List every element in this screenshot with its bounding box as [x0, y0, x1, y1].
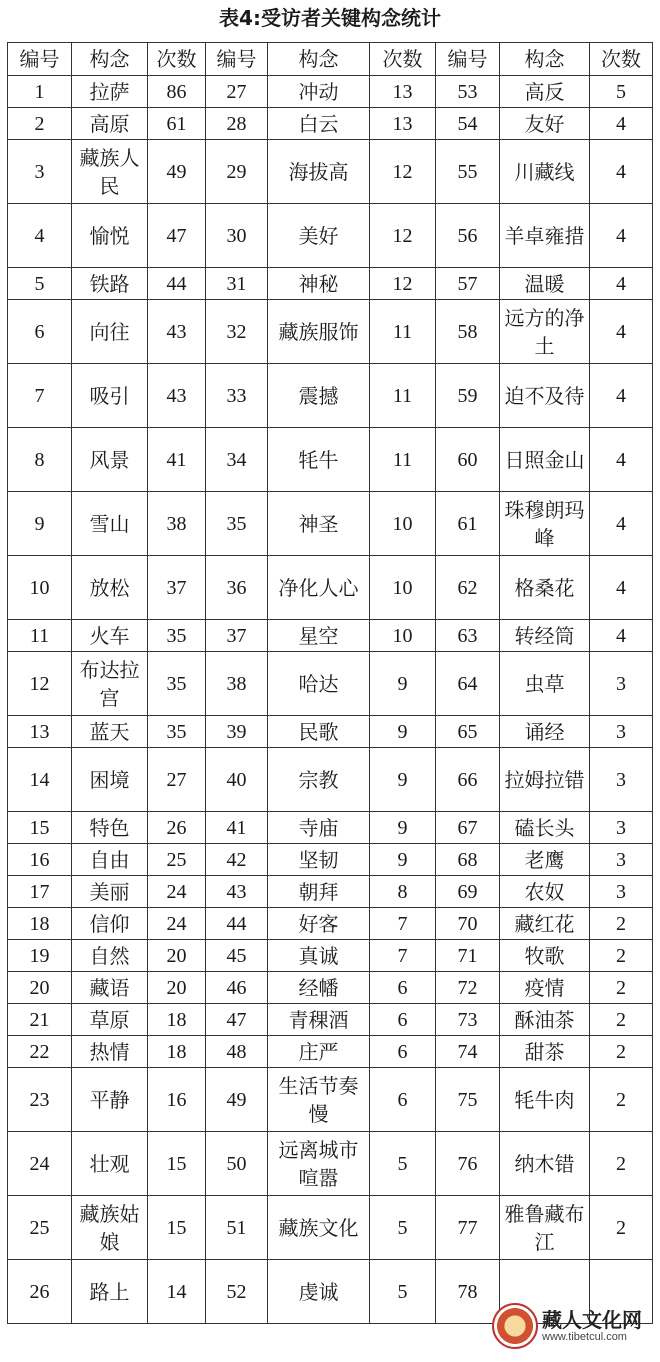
id-cell: 69: [436, 876, 500, 908]
id-cell: 1: [8, 76, 72, 108]
count-cell: 11: [370, 364, 436, 428]
count-cell: 10: [370, 556, 436, 620]
count-cell: 7: [370, 908, 436, 940]
concept-cell: 愉悦: [72, 204, 148, 268]
id-cell: 50: [206, 1132, 268, 1196]
id-cell: 16: [8, 844, 72, 876]
column-header: 构念: [500, 43, 590, 76]
concept-cell: 珠穆朗玛峰: [500, 492, 590, 556]
table-row: [8, 812, 653, 844]
id-cell: 78: [436, 1260, 500, 1324]
id-cell: 17: [8, 876, 72, 908]
count-cell: 9: [370, 652, 436, 716]
id-cell: 33: [206, 364, 268, 428]
concept-cell: 坚韧: [268, 844, 370, 876]
concept-cell: 火车: [72, 620, 148, 652]
keyword-table: [7, 42, 653, 1324]
concept-cell: 纳木错: [500, 1132, 590, 1196]
concept-cell: 美好: [268, 204, 370, 268]
concept-cell: 牦牛: [268, 428, 370, 492]
count-cell: 14: [148, 1260, 206, 1324]
concept-cell: 虫草: [500, 652, 590, 716]
id-cell: 59: [436, 364, 500, 428]
id-cell: 71: [436, 940, 500, 972]
count-cell: 41: [148, 428, 206, 492]
id-cell: 61: [436, 492, 500, 556]
id-cell: 19: [8, 940, 72, 972]
count-cell: 2: [590, 1004, 653, 1036]
count-cell: 4: [590, 108, 653, 140]
table-row: [8, 876, 653, 908]
count-cell: 6: [370, 1004, 436, 1036]
table-row: [8, 844, 653, 876]
concept-cell: 诵经: [500, 716, 590, 748]
count-cell: 3: [590, 812, 653, 844]
concept-cell: 朝拜: [268, 876, 370, 908]
count-cell: 38: [148, 492, 206, 556]
id-cell: 9: [8, 492, 72, 556]
concept-cell: 藏语: [72, 972, 148, 1004]
id-cell: 43: [206, 876, 268, 908]
count-cell: 9: [370, 748, 436, 812]
table-row: [8, 1004, 653, 1036]
count-cell: 4: [590, 204, 653, 268]
id-cell: 35: [206, 492, 268, 556]
id-cell: 25: [8, 1196, 72, 1260]
concept-cell: 寺庙: [268, 812, 370, 844]
column-header: 构念: [268, 43, 370, 76]
id-cell: 42: [206, 844, 268, 876]
concept-cell: 友好: [500, 108, 590, 140]
id-cell: 12: [8, 652, 72, 716]
count-cell: 24: [148, 908, 206, 940]
id-cell: 45: [206, 940, 268, 972]
concept-cell: 净化人心: [268, 556, 370, 620]
concept-cell: 磕长头: [500, 812, 590, 844]
count-cell: 15: [148, 1132, 206, 1196]
count-cell: 6: [370, 1068, 436, 1132]
concept-cell: 真诚: [268, 940, 370, 972]
id-cell: 77: [436, 1196, 500, 1260]
id-cell: 27: [206, 76, 268, 108]
concept-cell: 高反: [500, 76, 590, 108]
count-cell: 35: [148, 652, 206, 716]
count-cell: 12: [370, 204, 436, 268]
count-cell: 5: [590, 76, 653, 108]
count-cell: 7: [370, 940, 436, 972]
count-cell: 2: [590, 1068, 653, 1132]
column-header: 构念: [72, 43, 148, 76]
id-cell: 64: [436, 652, 500, 716]
id-cell: 14: [8, 748, 72, 812]
id-cell: 34: [206, 428, 268, 492]
id-cell: 60: [436, 428, 500, 492]
concept-cell: 庄严: [268, 1036, 370, 1068]
count-cell: 5: [370, 1196, 436, 1260]
count-cell: 2: [590, 940, 653, 972]
concept-cell: 草原: [72, 1004, 148, 1036]
id-cell: 56: [436, 204, 500, 268]
id-cell: 49: [206, 1068, 268, 1132]
count-cell: 43: [148, 300, 206, 364]
concept-cell: 放松: [72, 556, 148, 620]
concept-cell: 自然: [72, 940, 148, 972]
concept-cell: 困境: [72, 748, 148, 812]
concept-cell: 牦牛肉: [500, 1068, 590, 1132]
count-cell: 3: [590, 748, 653, 812]
id-cell: 10: [8, 556, 72, 620]
id-cell: 44: [206, 908, 268, 940]
count-cell: 25: [148, 844, 206, 876]
count-cell: 44: [148, 268, 206, 300]
column-header: 次数: [148, 43, 206, 76]
count-cell: 4: [590, 268, 653, 300]
id-cell: 15: [8, 812, 72, 844]
concept-cell: 布达拉宫: [72, 652, 148, 716]
id-cell: 53: [436, 76, 500, 108]
id-cell: 40: [206, 748, 268, 812]
count-cell: 3: [590, 876, 653, 908]
id-cell: 58: [436, 300, 500, 364]
id-cell: 72: [436, 972, 500, 1004]
id-cell: 28: [206, 108, 268, 140]
id-cell: 20: [8, 972, 72, 1004]
concept-cell: 川藏线: [500, 140, 590, 204]
count-cell: 9: [370, 812, 436, 844]
count-cell: 2: [590, 1132, 653, 1196]
concept-cell: 白云: [268, 108, 370, 140]
id-cell: 39: [206, 716, 268, 748]
id-cell: 21: [8, 1004, 72, 1036]
concept-cell: 热情: [72, 1036, 148, 1068]
id-cell: 36: [206, 556, 268, 620]
concept-cell: 宗教: [268, 748, 370, 812]
count-cell: 13: [370, 76, 436, 108]
table-row: [8, 76, 653, 108]
id-cell: 26: [8, 1260, 72, 1324]
concept-cell: 平静: [72, 1068, 148, 1132]
count-cell: 9: [370, 716, 436, 748]
count-cell: 16: [148, 1068, 206, 1132]
count-cell: 35: [148, 716, 206, 748]
table-row: [8, 1068, 653, 1132]
count-cell: 43: [148, 364, 206, 428]
count-cell: 5: [370, 1260, 436, 1324]
count-cell: 24: [148, 876, 206, 908]
concept-cell: 震撼: [268, 364, 370, 428]
count-cell: 47: [148, 204, 206, 268]
table-row: [8, 492, 653, 556]
concept-cell: 藏红花: [500, 908, 590, 940]
count-cell: 4: [590, 556, 653, 620]
table-row: [8, 268, 653, 300]
concept-cell: 转经筒: [500, 620, 590, 652]
id-cell: 41: [206, 812, 268, 844]
count-cell: 2: [590, 972, 653, 1004]
concept-cell: 信仰: [72, 908, 148, 940]
table-row: [8, 620, 653, 652]
id-cell: 68: [436, 844, 500, 876]
id-cell: 4: [8, 204, 72, 268]
count-cell: 4: [590, 140, 653, 204]
concept-cell: 拉姆拉错: [500, 748, 590, 812]
count-cell: 20: [148, 972, 206, 1004]
concept-cell: 雅鲁藏布江: [500, 1196, 590, 1260]
concept-cell: 远方的净土: [500, 300, 590, 364]
concept-cell: 羊卓雍措: [500, 204, 590, 268]
table-row: [8, 108, 653, 140]
id-cell: 54: [436, 108, 500, 140]
watermark-url: www.tibetcul.com: [542, 1330, 627, 1343]
concept-cell: 自由: [72, 844, 148, 876]
concept-cell: 甜茶: [500, 1036, 590, 1068]
count-cell: 6: [370, 1036, 436, 1068]
count-cell: 4: [590, 428, 653, 492]
column-header: 编号: [436, 43, 500, 76]
concept-cell: 好客: [268, 908, 370, 940]
concept-cell: 哈达: [268, 652, 370, 716]
concept-cell: 藏族服饰: [268, 300, 370, 364]
count-cell: 49: [148, 140, 206, 204]
count-cell: 35: [148, 620, 206, 652]
concept-cell: 美丽: [72, 876, 148, 908]
table-row: [8, 908, 653, 940]
concept-cell: 神秘: [268, 268, 370, 300]
count-cell: 11: [370, 428, 436, 492]
count-cell: 18: [148, 1036, 206, 1068]
id-cell: 29: [206, 140, 268, 204]
column-header: 次数: [370, 43, 436, 76]
table-body: [8, 76, 653, 1324]
id-cell: 32: [206, 300, 268, 364]
concept-cell: 冲动: [268, 76, 370, 108]
id-cell: 11: [8, 620, 72, 652]
id-cell: 76: [436, 1132, 500, 1196]
table-row: [8, 1036, 653, 1068]
concept-cell: 路上: [72, 1260, 148, 1324]
id-cell: 52: [206, 1260, 268, 1324]
concept-cell: 疫情: [500, 972, 590, 1004]
id-cell: 13: [8, 716, 72, 748]
table-row: [8, 556, 653, 620]
concept-cell: 日照金山: [500, 428, 590, 492]
concept-cell: 高原: [72, 108, 148, 140]
count-cell: 12: [370, 140, 436, 204]
count-cell: 12: [370, 268, 436, 300]
table-row: [8, 1196, 653, 1260]
concept-cell: 星空: [268, 620, 370, 652]
id-cell: 37: [206, 620, 268, 652]
table-row: [8, 972, 653, 1004]
id-cell: 70: [436, 908, 500, 940]
id-cell: 55: [436, 140, 500, 204]
concept-cell: 神圣: [268, 492, 370, 556]
count-cell: 3: [590, 716, 653, 748]
watermark-name: 藏人文化网: [542, 1307, 642, 1332]
table-row: [8, 300, 653, 364]
table-row: [8, 716, 653, 748]
column-header: 次数: [590, 43, 653, 76]
count-cell: 10: [370, 492, 436, 556]
concept-cell: 风景: [72, 428, 148, 492]
concept-cell: 农奴: [500, 876, 590, 908]
concept-cell: 壮观: [72, 1132, 148, 1196]
concept-cell: 拉萨: [72, 76, 148, 108]
id-cell: 2: [8, 108, 72, 140]
id-cell: 67: [436, 812, 500, 844]
id-cell: 74: [436, 1036, 500, 1068]
id-cell: 30: [206, 204, 268, 268]
concept-cell: 藏族人民: [72, 140, 148, 204]
table-row: [8, 428, 653, 492]
count-cell: 18: [148, 1004, 206, 1036]
count-cell: 2: [590, 1036, 653, 1068]
id-cell: 38: [206, 652, 268, 716]
id-cell: 7: [8, 364, 72, 428]
table-row: [8, 1132, 653, 1196]
count-cell: 2: [590, 908, 653, 940]
id-cell: 73: [436, 1004, 500, 1036]
id-cell: 57: [436, 268, 500, 300]
column-header: 编号: [8, 43, 72, 76]
count-cell: 10: [370, 620, 436, 652]
count-cell: 11: [370, 300, 436, 364]
count-cell: 4: [590, 364, 653, 428]
count-cell: 3: [590, 844, 653, 876]
table-row: [8, 748, 653, 812]
concept-cell: 铁路: [72, 268, 148, 300]
concept-cell: 雪山: [72, 492, 148, 556]
table-row: [8, 652, 653, 716]
id-cell: 31: [206, 268, 268, 300]
concept-cell: 酥油茶: [500, 1004, 590, 1036]
count-cell: 5: [370, 1132, 436, 1196]
concept-cell: 藏族姑娘: [72, 1196, 148, 1260]
concept-cell: 青稞酒: [268, 1004, 370, 1036]
concept-cell: 海拔高: [268, 140, 370, 204]
id-cell: 3: [8, 140, 72, 204]
id-cell: 47: [206, 1004, 268, 1036]
concept-cell: 经幡: [268, 972, 370, 1004]
id-cell: 65: [436, 716, 500, 748]
concept-cell: 温暖: [500, 268, 590, 300]
id-cell: 62: [436, 556, 500, 620]
count-cell: 20: [148, 940, 206, 972]
concept-cell: 远离城市喧嚣: [268, 1132, 370, 1196]
id-cell: 6: [8, 300, 72, 364]
concept-cell: 牧歌: [500, 940, 590, 972]
concept-cell: 蓝天: [72, 716, 148, 748]
concept-cell: 迫不及待: [500, 364, 590, 428]
header-row: [8, 43, 653, 76]
count-cell: 86: [148, 76, 206, 108]
id-cell: 24: [8, 1132, 72, 1196]
column-header: 编号: [206, 43, 268, 76]
count-cell: 61: [148, 108, 206, 140]
count-cell: 2: [590, 1196, 653, 1260]
concept-cell: 老鹰: [500, 844, 590, 876]
id-cell: 18: [8, 908, 72, 940]
concept-cell: 虔诚: [268, 1260, 370, 1324]
id-cell: 51: [206, 1196, 268, 1260]
count-cell: 26: [148, 812, 206, 844]
count-cell: 15: [148, 1196, 206, 1260]
id-cell: 75: [436, 1068, 500, 1132]
id-cell: 46: [206, 972, 268, 1004]
count-cell: 37: [148, 556, 206, 620]
concept-cell: 民歌: [268, 716, 370, 748]
count-cell: 13: [370, 108, 436, 140]
count-cell: 9: [370, 844, 436, 876]
concept-cell: 向往: [72, 300, 148, 364]
count-cell: 6: [370, 972, 436, 1004]
count-cell: 8: [370, 876, 436, 908]
id-cell: 8: [8, 428, 72, 492]
table-title: 表4:受访者关键构念统计: [219, 6, 441, 30]
id-cell: 63: [436, 620, 500, 652]
id-cell: 66: [436, 748, 500, 812]
count-cell: 27: [148, 748, 206, 812]
count-cell: 4: [590, 492, 653, 556]
table-row: [8, 140, 653, 204]
count-cell: 3: [590, 652, 653, 716]
concept-cell: 藏族文化: [268, 1196, 370, 1260]
watermark: [492, 1296, 652, 1356]
id-cell: 22: [8, 1036, 72, 1068]
concept-cell: 特色: [72, 812, 148, 844]
count-cell: 4: [590, 300, 653, 364]
count-cell: 4: [590, 620, 653, 652]
id-cell: 23: [8, 1068, 72, 1132]
watermark-logo-icon: [492, 1303, 538, 1349]
id-cell: 5: [8, 268, 72, 300]
table-row: [8, 204, 653, 268]
concept-cell: 格桑花: [500, 556, 590, 620]
concept-cell: 吸引: [72, 364, 148, 428]
table-row: [8, 940, 653, 972]
concept-cell: 生活节奏慢: [268, 1068, 370, 1132]
table-row: [8, 364, 653, 428]
id-cell: 48: [206, 1036, 268, 1068]
